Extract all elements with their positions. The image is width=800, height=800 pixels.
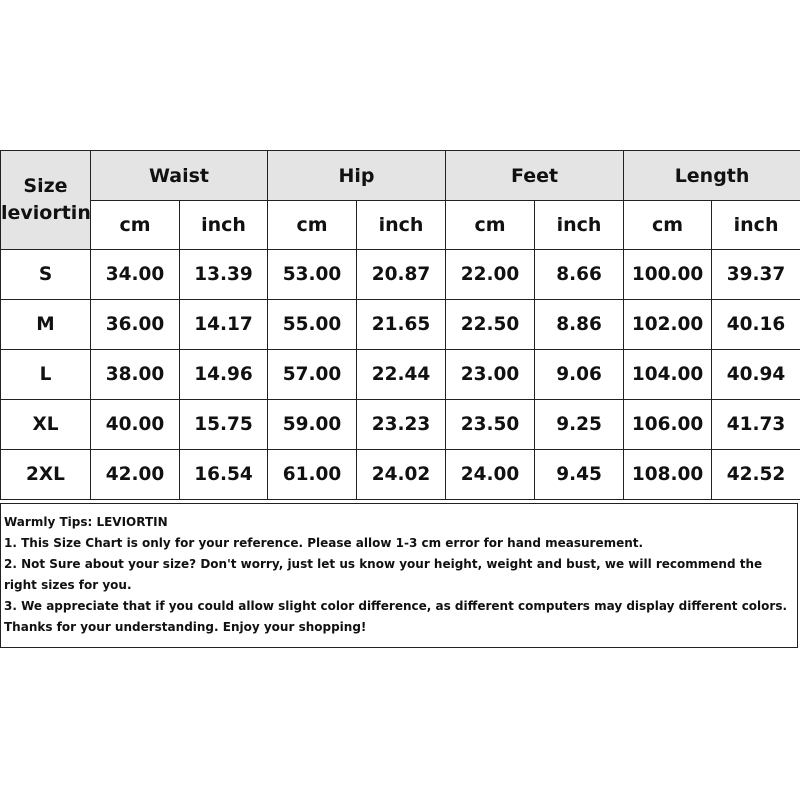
waist-inch-cell: 15.75: [180, 400, 268, 450]
feet-inch-cell: 9.25: [535, 400, 624, 450]
waist-inch-cell: 14.17: [180, 300, 268, 350]
length-inch-cell: 40.16: [712, 300, 800, 350]
waist-group-header: Waist: [91, 151, 268, 201]
size-chart-table: [0, 150, 800, 500]
waist-inch-header: inch: [180, 201, 268, 250]
size-cell: 2XL: [1, 450, 91, 500]
waist-inch-cell: 14.96: [180, 350, 268, 400]
tips-box: [0, 503, 798, 648]
length-cm-cell: 100.00: [624, 250, 712, 300]
hip-group-header: Hip: [268, 151, 446, 201]
waist-cm-cell: 40.00: [91, 400, 180, 450]
header-row-groups: [1, 151, 800, 201]
length-cm-cell: 106.00: [624, 400, 712, 450]
tip-line-2: 2. Not Sure about your size? Don't worry, just let us know your height, weight and bust, we will recommend the right sizes for you.: [4, 557, 763, 592]
table-row: [1, 400, 800, 450]
length-cm-cell: 108.00: [624, 450, 712, 500]
waist-cm-cell: 42.00: [91, 450, 180, 500]
size-header-label: Size: [23, 175, 68, 197]
size-cell: L: [1, 350, 91, 400]
brand-header-label: leviortin: [1, 202, 91, 224]
hip-inch-cell: 22.44: [357, 350, 446, 400]
length-cm-cell: 104.00: [624, 350, 712, 400]
size-rows: [1, 250, 800, 500]
tip-line-1: 1. This Size Chart is only for your reference. Please allow 1-3 cm error for hand measurement.: [4, 536, 644, 550]
length-inch-cell: 40.94: [712, 350, 800, 400]
feet-cm-header: cm: [446, 201, 535, 250]
tips-closing: Thanks for your understanding. Enjoy your shopping!: [4, 620, 367, 634]
size-cell: S: [1, 250, 91, 300]
hip-cm-cell: 59.00: [268, 400, 357, 450]
tip-line-3: 3. We appreciate that if you could allow slight color difference, as different computers may display different colors.: [4, 599, 788, 613]
feet-cm-cell: 23.50: [446, 400, 535, 450]
feet-inch-cell: 9.45: [535, 450, 624, 500]
waist-inch-cell: 16.54: [180, 450, 268, 500]
feet-inch-cell: 8.86: [535, 300, 624, 350]
feet-cm-cell: 24.00: [446, 450, 535, 500]
table-row: [1, 300, 800, 350]
length-inch-cell: 41.73: [712, 400, 800, 450]
hip-inch-cell: 20.87: [357, 250, 446, 300]
length-group-header: Length: [624, 151, 800, 201]
feet-cm-cell: 22.00: [446, 250, 535, 300]
hip-cm-cell: 55.00: [268, 300, 357, 350]
length-inch-header: inch: [712, 201, 800, 250]
length-cm-header: cm: [624, 201, 712, 250]
header-row-units: [1, 201, 800, 250]
feet-inch-header: inch: [535, 201, 624, 250]
table-row: [1, 350, 800, 400]
tips-title: Warmly Tips: LEVIORTIN: [4, 515, 168, 529]
size-column-header: [1, 151, 91, 250]
feet-inch-cell: 8.66: [535, 250, 624, 300]
hip-cm-cell: 61.00: [268, 450, 357, 500]
feet-group-header: Feet: [446, 151, 624, 201]
feet-cm-cell: 22.50: [446, 300, 535, 350]
waist-inch-cell: 13.39: [180, 250, 268, 300]
waist-cm-header: cm: [91, 201, 180, 250]
length-inch-cell: 42.52: [712, 450, 800, 500]
size-cell: XL: [1, 400, 91, 450]
hip-cm-header: cm: [268, 201, 357, 250]
waist-cm-cell: 36.00: [91, 300, 180, 350]
hip-inch-header: inch: [357, 201, 446, 250]
table-row: [1, 250, 800, 300]
table-row: [1, 450, 800, 500]
hip-inch-cell: 23.23: [357, 400, 446, 450]
hip-cm-cell: 53.00: [268, 250, 357, 300]
length-cm-cell: 102.00: [624, 300, 712, 350]
length-inch-cell: 39.37: [712, 250, 800, 300]
hip-inch-cell: 21.65: [357, 300, 446, 350]
size-cell: M: [1, 300, 91, 350]
feet-inch-cell: 9.06: [535, 350, 624, 400]
hip-cm-cell: 57.00: [268, 350, 357, 400]
waist-cm-cell: 38.00: [91, 350, 180, 400]
hip-inch-cell: 24.02: [357, 450, 446, 500]
waist-cm-cell: 34.00: [91, 250, 180, 300]
feet-cm-cell: 23.00: [446, 350, 535, 400]
